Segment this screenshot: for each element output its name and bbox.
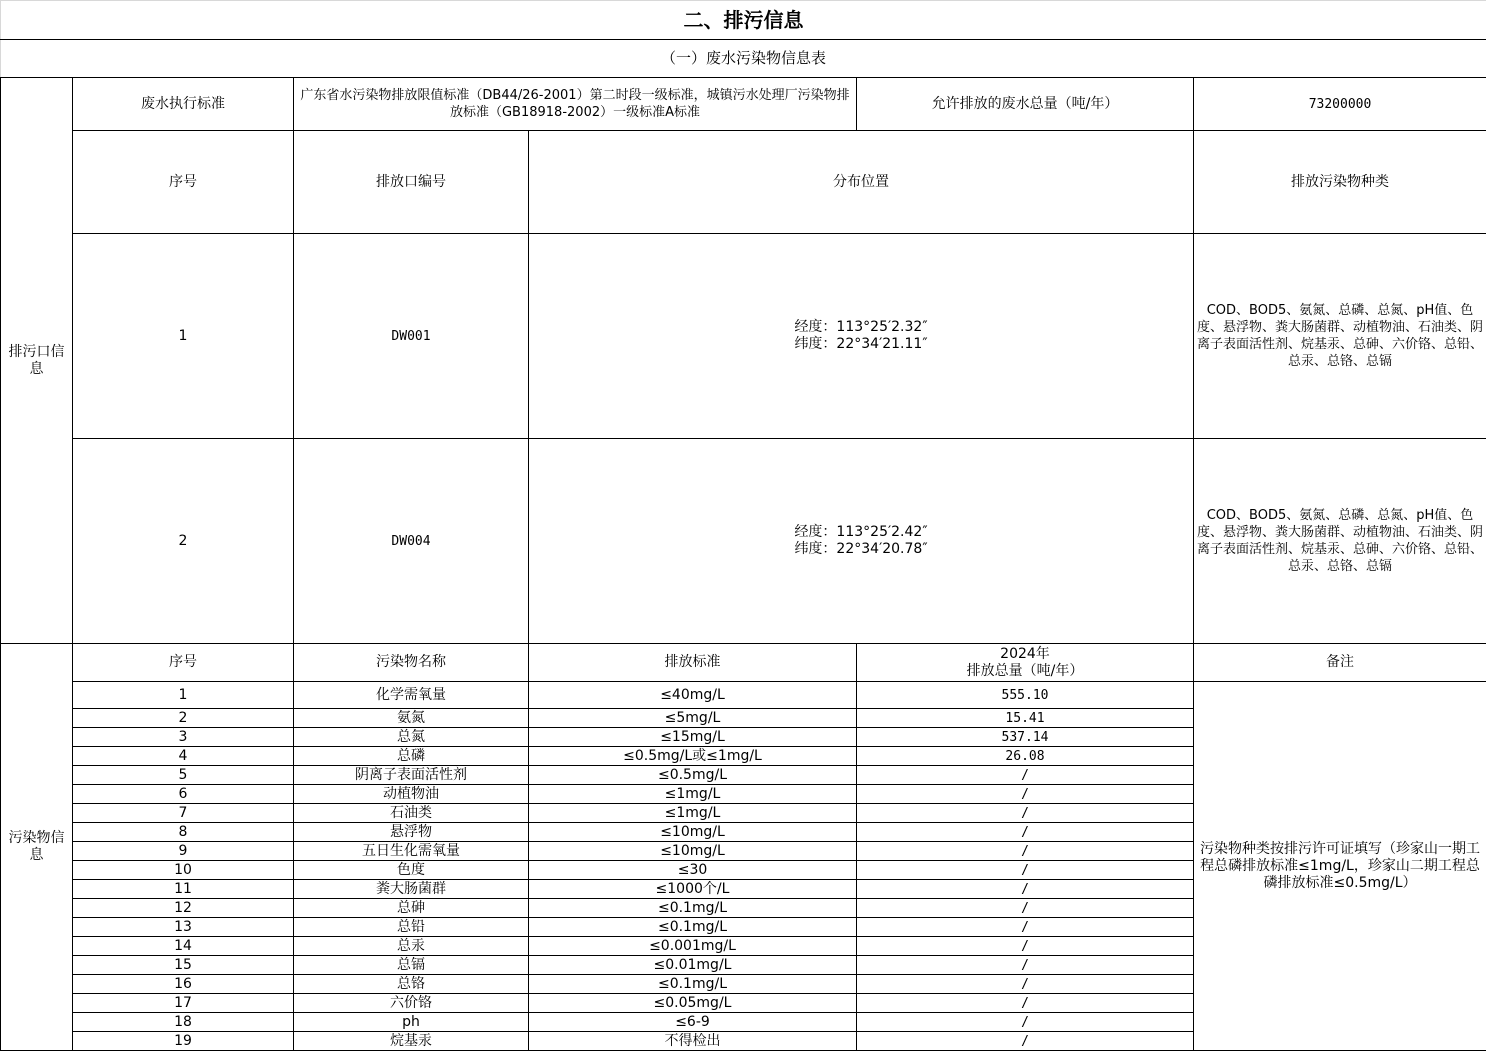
pollutant-standard: ≤10mg/L: [529, 823, 857, 842]
pollutant-standard: ≤0.5mg/L: [529, 766, 857, 785]
pollutant-name: 总砷: [294, 899, 529, 918]
pollutant-name: 粪大肠菌群: [294, 880, 529, 899]
pollutant-name: 总镉: [294, 956, 529, 975]
pollutant-name: 烷基汞: [294, 1032, 529, 1051]
pollutant-no: 10: [73, 861, 294, 880]
pollutant-total: /: [857, 956, 1194, 975]
pollutant-name: 五日生化需氧量: [294, 842, 529, 861]
pollutant-total: /: [857, 994, 1194, 1013]
pollutant-header-remark: 备注: [1194, 644, 1486, 682]
pollutant-name: 氨氮: [294, 709, 529, 728]
pollutant-header-total-label: 排放总量（吨/年）: [859, 663, 1191, 680]
pollutant-name: 总氮: [294, 728, 529, 747]
pollutant-no: 13: [73, 918, 294, 937]
pollutant-no: 15: [73, 956, 294, 975]
pollutant-standard: ≤10mg/L: [529, 842, 857, 861]
outlet-longitude: 经度：113°25′2.32″: [531, 319, 1191, 336]
pollutant-no: 8: [73, 823, 294, 842]
pollutant-total: /: [857, 937, 1194, 956]
pollutant-standard: ≤6-9: [529, 1013, 857, 1032]
pollutant-standard: ≤5mg/L: [529, 709, 857, 728]
pollutant-total: 537.14: [857, 728, 1194, 747]
pollutant-name: 总磷: [294, 747, 529, 766]
pollutant-total: /: [857, 1013, 1194, 1032]
pollutant-no: 16: [73, 975, 294, 994]
pollutant-name: 总铬: [294, 975, 529, 994]
pollutant-no: 1: [73, 682, 294, 709]
pollutant-standard: 不得检出: [529, 1032, 857, 1051]
pollutant-header-name: 污染物名称: [294, 644, 529, 682]
outlet-header-pollutants: 排放污染物种类: [1194, 131, 1486, 234]
outlet-latitude: 纬度：22°34′20.78″: [531, 541, 1191, 558]
pollutant-header-year: 2024年: [859, 646, 1191, 663]
standard-value: 广东省水污染物排放限值标准（DB44/26-2001）第二时段一级标准，城镇污水处理厂污染物排放标准（GB18918-2002）一级标准A标准: [294, 78, 857, 131]
pollutant-standard: ≤15mg/L: [529, 728, 857, 747]
pollutant-section-label: 污染物信息: [1, 644, 73, 1051]
pollutant-total: /: [857, 880, 1194, 899]
pollutant-no: 12: [73, 899, 294, 918]
pollutant-header-standard: 排放标准: [529, 644, 857, 682]
pollutant-standard: ≤0.05mg/L: [529, 994, 857, 1013]
pollutant-name: 总汞: [294, 937, 529, 956]
pollutant-standard: ≤30: [529, 861, 857, 880]
pollutant-total: /: [857, 918, 1194, 937]
pollutant-total: /: [857, 861, 1194, 880]
pollutant-no: 11: [73, 880, 294, 899]
allowed-volume-value: 73200000: [1194, 78, 1486, 131]
outlet-row: [1, 234, 1486, 439]
pollutant-total: 555.10: [857, 682, 1194, 709]
pollutant-name: 六价铬: [294, 994, 529, 1013]
outlet-no: 1: [73, 234, 294, 439]
outlet-header-code: 排放口编号: [294, 131, 529, 234]
outlet-code: DW004: [294, 439, 529, 644]
pollutant-standard: ≤0.1mg/L: [529, 975, 857, 994]
outlet-no: 2: [73, 439, 294, 644]
outlet-header-location: 分布位置: [529, 131, 1194, 234]
outlet-code: DW001: [294, 234, 529, 439]
pollutant-standard: ≤0.1mg/L: [529, 918, 857, 937]
pollutant-total: /: [857, 766, 1194, 785]
outlet-location: [529, 439, 1194, 644]
pollutant-no: 14: [73, 937, 294, 956]
pollutant-standard: ≤1mg/L: [529, 785, 857, 804]
pollutant-header-no: 序号: [73, 644, 294, 682]
pollutant-standard: ≤1000个/L: [529, 880, 857, 899]
pollutant-name: 阴离子表面活性剂: [294, 766, 529, 785]
pollutant-no: 9: [73, 842, 294, 861]
pollutant-no: 5: [73, 766, 294, 785]
pollutant-row: [1, 682, 1486, 709]
pollutant-no: 3: [73, 728, 294, 747]
pollutant-no: 2: [73, 709, 294, 728]
pollutant-total: 15.41: [857, 709, 1194, 728]
pollutant-name: ph: [294, 1013, 529, 1032]
pollutant-no: 7: [73, 804, 294, 823]
pollutant-no: 17: [73, 994, 294, 1013]
outlet-pollutants: COD、BOD5、氨氮、总磷、总氮、pH值、色度、悬浮物、粪大肠菌群、动植物油、石油类、阴离子表面活性剂、烷基汞、总砷、六价铬、总铅、总汞、总铬、总镉: [1194, 439, 1486, 644]
pollutant-name: 化学需氧量: [294, 682, 529, 709]
pollutant-standard: ≤0.001mg/L: [529, 937, 857, 956]
pollutant-remark: 污染物种类按排污许可证填写（珍家山一期工程总磷排放标准≤1mg/L，珍家山二期工程总磷排放标准≤0.5mg/L）: [1194, 682, 1486, 1051]
pollutant-no: 4: [73, 747, 294, 766]
outlet-header-no: 序号: [73, 131, 294, 234]
pollutant-standard: ≤0.5mg/L或≤1mg/L: [529, 747, 857, 766]
pollutant-no: 6: [73, 785, 294, 804]
pollutant-header-total: [857, 644, 1194, 682]
pollutant-no: 18: [73, 1013, 294, 1032]
pollutant-name: 动植物油: [294, 785, 529, 804]
outlet-latitude: 纬度：22°34′21.11″: [531, 336, 1191, 353]
standard-label: 废水执行标准: [73, 78, 294, 131]
pollutant-standard: ≤0.1mg/L: [529, 899, 857, 918]
pollutant-total: /: [857, 1032, 1194, 1051]
pollutant-name: 总铅: [294, 918, 529, 937]
page-title: 二、排污信息: [1, 1, 1486, 40]
outlet-longitude: 经度：113°25′2.42″: [531, 524, 1191, 541]
pollutant-standard: ≤1mg/L: [529, 804, 857, 823]
pollutant-name: 色度: [294, 861, 529, 880]
pollutant-name: 石油类: [294, 804, 529, 823]
pollutant-no: 19: [73, 1032, 294, 1051]
section-subtitle: （一）废水污染物信息表: [1, 40, 1486, 78]
pollutant-name: 悬浮物: [294, 823, 529, 842]
pollutant-standard: ≤0.01mg/L: [529, 956, 857, 975]
outlet-row: [1, 439, 1486, 644]
pollutant-total: 26.08: [857, 747, 1194, 766]
pollutant-total: /: [857, 975, 1194, 994]
allowed-volume-label: 允许排放的废水总量（吨/年）: [857, 78, 1194, 131]
outlet-location: [529, 234, 1194, 439]
pollutant-total: /: [857, 899, 1194, 918]
outlet-section-label: 排污口信息: [1, 78, 73, 644]
pollutant-standard: ≤40mg/L: [529, 682, 857, 709]
outlet-pollutants: COD、BOD5、氨氮、总磷、总氮、pH值、色度、悬浮物、粪大肠菌群、动植物油、石油类、阴离子表面活性剂、烷基汞、总砷、六价铬、总铅、总汞、总铬、总镉: [1194, 234, 1486, 439]
pollutant-total: /: [857, 804, 1194, 823]
pollutant-total: /: [857, 842, 1194, 861]
pollutant-total: /: [857, 823, 1194, 842]
pollutant-total: /: [857, 785, 1194, 804]
